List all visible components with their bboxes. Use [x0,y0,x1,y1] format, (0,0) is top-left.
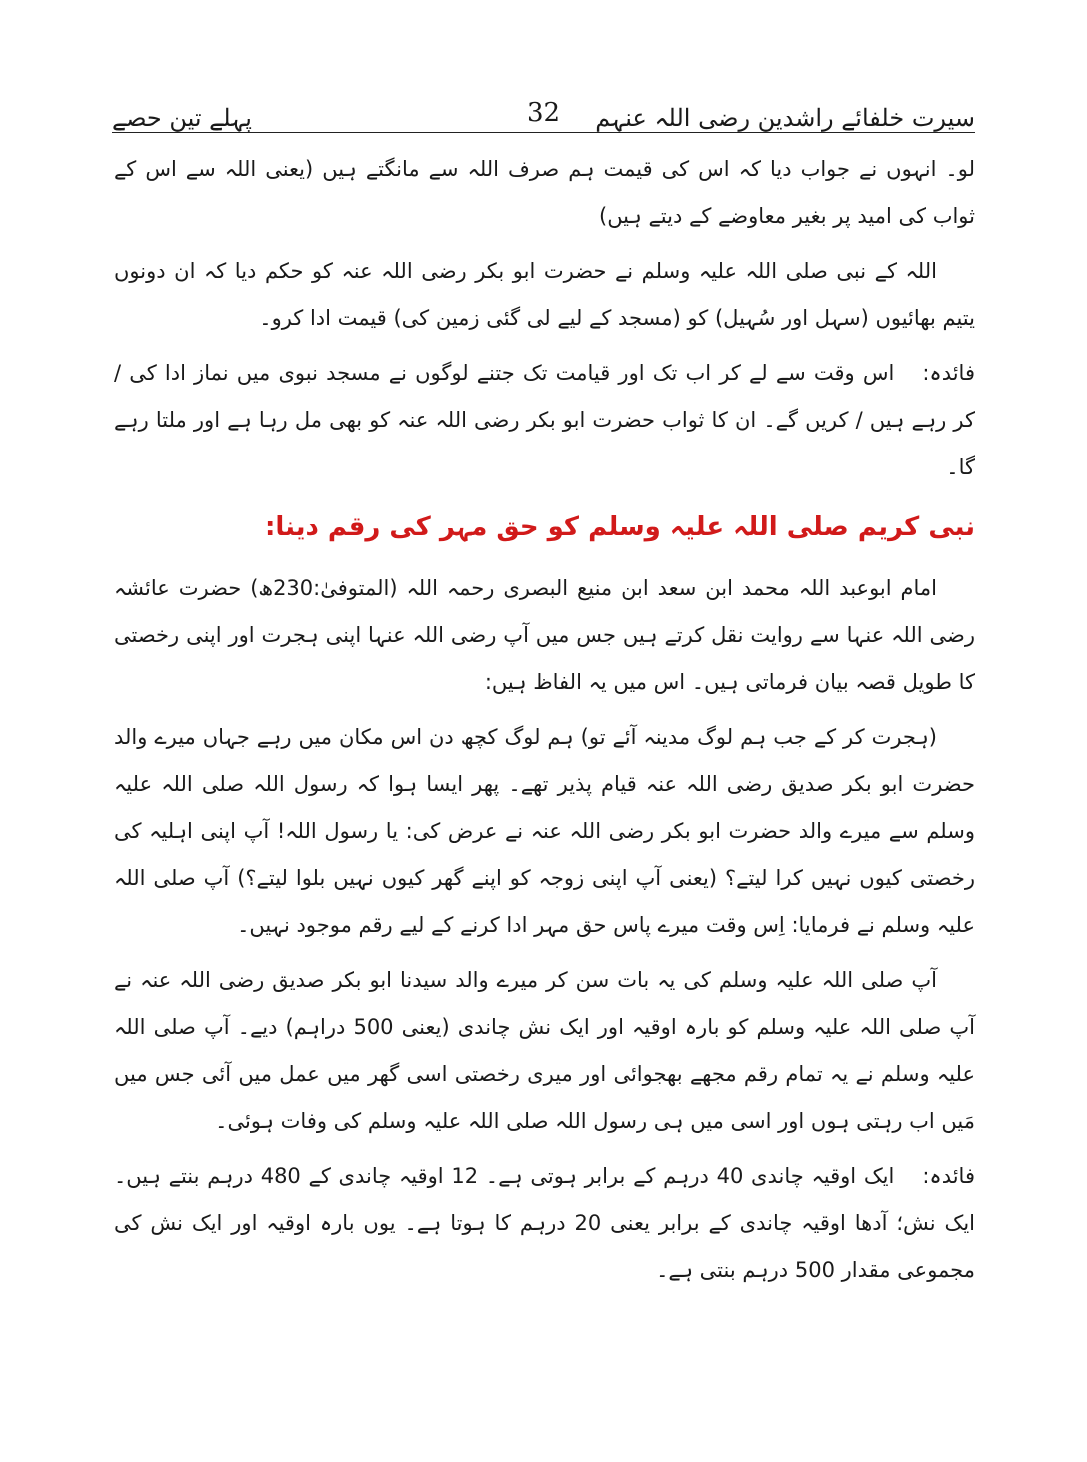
paragraph-3-text: اس وقت سے لے کر اب تک اور قیامت تک جتنے لوگوں نے مسجد نبوی میں نماز ادا کی / کر رہے ہیں / کریں گے۔ ان کا ثواب حضرت ابو بکر رضی اللہ عنہ کو بھی مل رہا ہے اور ملتا رہے گا۔ [114,361,975,479]
section-label: پہلے تین حصے [112,104,252,132]
paragraph-6: آپ صلی اللہ علیہ وسلم کی یہ بات سن کر میرے والد سیدنا ابو بکر صدیق رضی اللہ عنہ نے آپ صلی اللہ علیہ وسلم کو بارہ اوقیہ اور ایک نش چاندی (یعنی 500 دراہم) دیے۔ آپ صلی اللہ علیہ وسلم نے یہ تمام رقم مجھے بھجوائی اور میری رخصتی اسی گھر میں عمل میں آئی جس میں مَیں اب رہتی ہوں اور اسی میں ہی رسول اللہ صلی اللہ علیہ وسلم کی وفات ہوئی۔ [114,968,975,1133]
paragraph-5: (ہجرت کر کے جب ہم لوگ مدینہ آئے تو) ہم لوگ کچھ دن اس مکان میں رہے جہاں میرے والد حضرت ابو بکر صدیق رضی اللہ عنہ قیام پذیر تھے۔ پھر ایسا ہوا کہ رسول اللہ صلی اللہ علیہ وسلم سے میرے والد حضرت ابو بکر رضی اللہ عنہ نے عرض کی: یا رسول اللہ! آپ اپنی اہلیہ کی رخصتی کیوں نہیں کرا لیتے؟ (یعنی آپ اپنی زوجہ کو اپنے گھر کیوں نہیں بلوا لیتے؟) آپ صلی اللہ علیہ وسلم نے فرمایا: اِس وقت میرے پاس حق مہر ادا کرنے کے لیے رقم موجود نہیں۔ [114,725,975,937]
page-number: 32 [526,98,561,128]
header-divider [112,132,975,133]
paragraph-2: اللہ کے نبی صلی اللہ علیہ وسلم نے حضرت ابو بکر رضی اللہ عنہ کو حکم دیا کہ ان دونوں یتیم بھائیوں (سہل اور سُہیل) کو (مسجد کے لیے لی گئی زمین کی) قیمت ادا کرو۔ [114,259,975,330]
paragraph-1: لو۔ انہوں نے جواب دیا کہ اس کی قیمت ہم صرف اللہ سے مانگتے ہیں (یعنی اللہ سے اس کے ثواب کی امید پر بغیر معاوضے کے دیتے ہیں) [114,157,975,228]
paragraph-3 [114,350,975,491]
paragraph-4: امام ابوعبد اللہ محمد ابن سعد ابن منیع البصری رحمہ اللہ (المتوفیٰ:230ھ) حضرت عائشہ رضی اللہ عنہا سے روایت نقل کرتے ہیں جس میں آپ رضی اللہ عنہا اپنی ہجرت اور اپنی رخصتی کا طویل قصہ بیان فرماتی ہیں۔ اس میں یہ الفاظ ہیں: [114,576,975,694]
paragraph-7 [114,1153,975,1294]
section-heading: نبی کریم صلی اللہ علیہ وسلم کو حق مہر کی رقم دینا: [265,512,975,542]
benefit-label: فائدہ: [922,361,975,385]
book-title: سیرت خلفائے راشدین رضی اللہ عنہم [595,104,975,132]
page-header [112,92,975,132]
paragraph-7-text: ایک اوقیہ چاندی 40 درہم کے برابر ہوتی ہے۔ 12 اوقیہ چاندی کے 480 درہم بنتے ہیں۔ ایک نش؛ آدھا اوقیہ چاندی کے برابر یعنی 20 درہم کا ہوتا ہے۔ یوں بارہ اوقیہ اور ایک نش کی مجموعی مقدار 500 درہم بنتی ہے۔ [114,1164,975,1282]
page-body [114,146,975,1302]
benefit-label-2: فائدہ: [922,1164,975,1188]
